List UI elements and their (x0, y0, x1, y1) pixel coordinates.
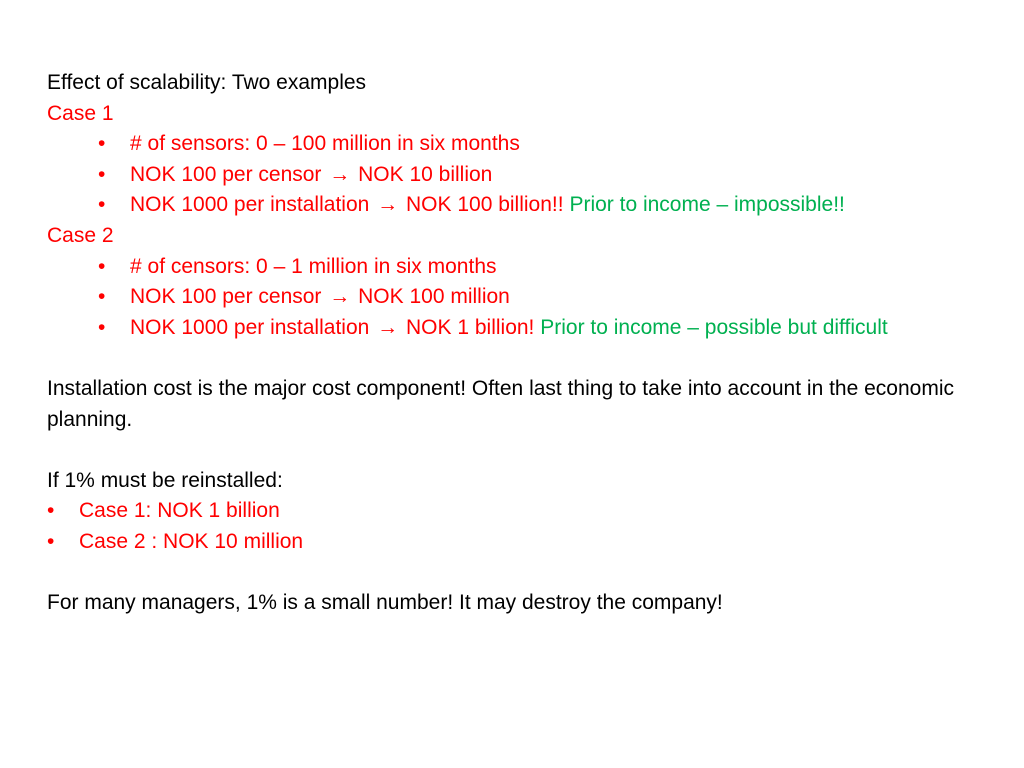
item-text: # of censors: 0 – 1 million in six months (130, 254, 497, 278)
reinstall-item-case2 (47, 527, 997, 558)
case1-label: Case 1 (47, 101, 114, 125)
item-text: Case 1: NOK 1 billion (79, 499, 280, 523)
case1-item-censor-cost (47, 160, 997, 191)
spacer (47, 435, 997, 466)
arrow-icon: → (377, 315, 399, 339)
item-text: # of sensors: 0 – 100 million in six months (130, 132, 520, 156)
slide-content (47, 68, 997, 619)
case1-item-sensors (47, 129, 997, 160)
item-post: NOK 1 billion! (406, 315, 535, 339)
reinstall-heading: If 1% must be reinstalled: (47, 468, 283, 492)
bullet-icon: • (98, 162, 106, 186)
spacer (47, 558, 997, 589)
item-pre: NOK 100 per censor (130, 162, 322, 186)
item-pre: NOK 1000 per installation (130, 315, 370, 339)
spacer (47, 343, 997, 374)
case2-item-installation-cost (47, 313, 997, 344)
case2-item-censor-cost (47, 282, 997, 313)
item-text: Case 2 : NOK 10 million (79, 529, 304, 553)
case1-item-installation-cost (47, 190, 997, 221)
item-post: NOK 100 billion!! (406, 193, 564, 217)
item-post: NOK 10 billion (358, 162, 493, 186)
arrow-icon: → (329, 285, 351, 309)
installation-note: Installation cost is the major cost component! Often last thing to take into account in the economic planning. (47, 376, 954, 431)
item-pre: NOK 100 per censor (130, 285, 322, 309)
bullet-icon: • (47, 529, 55, 553)
bullet-icon: • (98, 254, 106, 278)
closing-statement: For many managers, 1% is a small number! It may destroy the company! (47, 591, 723, 615)
item-pre: NOK 1000 per installation (130, 193, 370, 217)
slide-title: Effect of scalability: Two examples (47, 71, 367, 94)
bullet-icon: • (98, 132, 106, 156)
bullet-icon: • (98, 285, 106, 309)
item-note: Prior to income – possible but difficult (540, 315, 888, 339)
arrow-icon: → (329, 162, 351, 186)
bullet-icon: • (98, 315, 106, 339)
item-post: NOK 100 million (358, 285, 510, 309)
bullet-icon: • (47, 499, 55, 523)
arrow-icon: → (377, 193, 399, 217)
reinstall-item-case1 (47, 496, 997, 527)
bullet-icon: • (98, 193, 106, 217)
item-note: Prior to income – impossible!! (569, 193, 845, 217)
case2-label: Case 2 (47, 223, 114, 247)
case2-item-censors (47, 252, 997, 283)
